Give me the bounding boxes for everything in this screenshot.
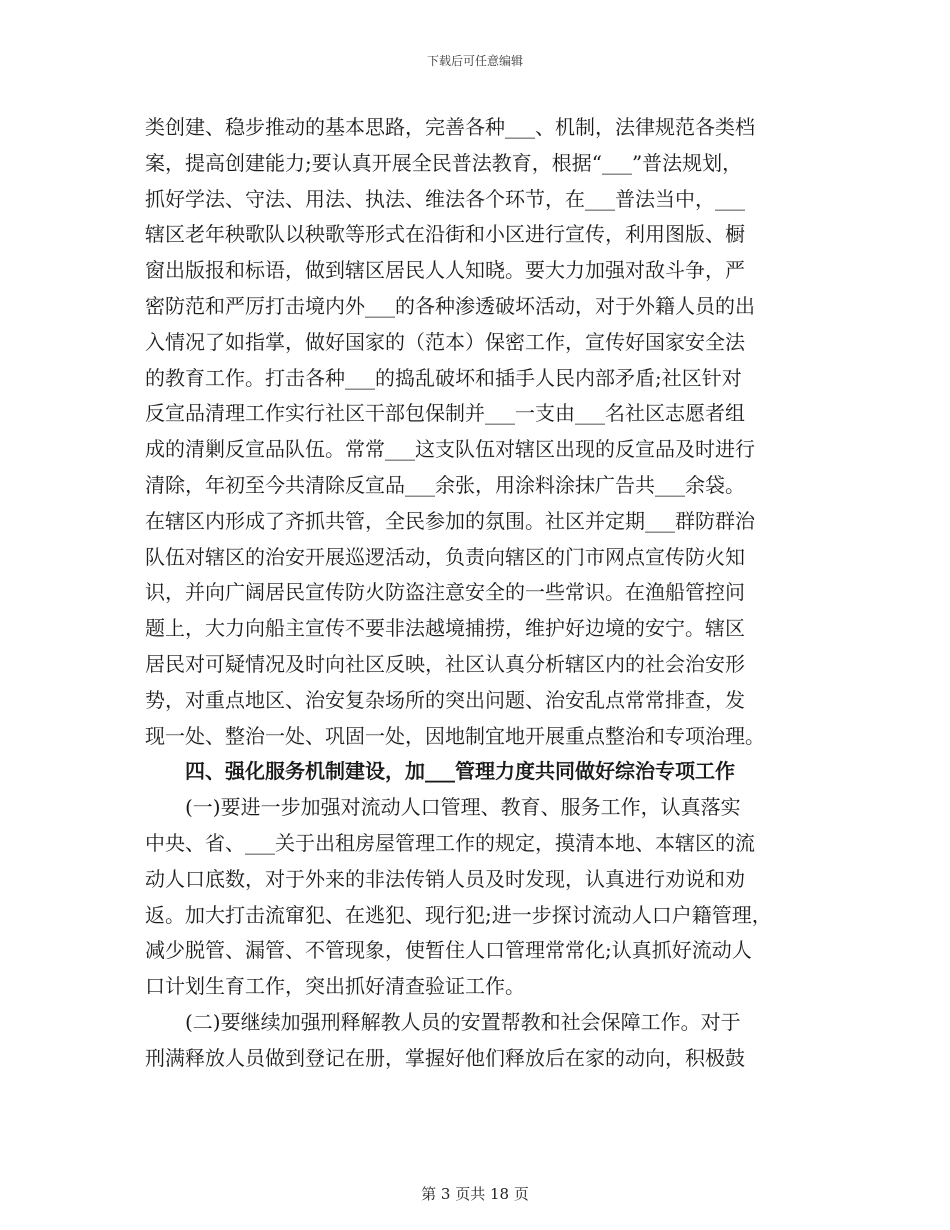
text-line: 案，提高创建能力;要认真开展全民普法教育，根据“___”普法规划， bbox=[145, 150, 743, 175]
section-heading: 四、强化服务机制建设，加___管理力度共同做好综治专项工作 bbox=[145, 759, 735, 784]
text-line: 类创建、稳步推动的基本思路，完善各种___、机制，法律规范各类档 bbox=[145, 115, 755, 139]
text-line: 返。加大打击流窜犯、在逃犯、现行犯;进一步探讨流动人口户籍管理， bbox=[145, 902, 772, 927]
text-line: 动人口底数，对于外来的非法传销人员及时发现，认真进行劝说和劝 bbox=[145, 866, 745, 891]
text-line: 题上，大力向船主宣传不要非法越境捕捞，维护好边境的安宁。辖区 bbox=[145, 616, 745, 641]
text-line: 在辖区内形成了齐抓共管，全民参加的氛围。社区并定期___群防群治 bbox=[145, 508, 755, 533]
text-line: 入情况了如指掌，做好国家的（范本）保密工作，宣传好国家安全法 bbox=[145, 329, 745, 354]
text-line: 队伍对辖区的治安开展巡逻活动，负责向辖区的门市网点宣传防火知 bbox=[145, 544, 745, 569]
text-line: 抓好学法、守法、用法、执法、维法各个环节，在___普法当中，___ bbox=[145, 186, 745, 211]
text-line: 反宣品清理工作实行社区干部包保制并___一支由___名社区志愿者组 bbox=[145, 401, 745, 426]
page-header: 下载后可任意编辑 bbox=[426, 54, 523, 68]
text-line: 窗出版报和标语，做到辖区居民人人知晓。要大力加强对敌斗争，严 bbox=[145, 258, 745, 283]
text-line: 密防范和严厉打击境内外___的各种渗透破坏活动，对于外籍人员的出 bbox=[145, 293, 755, 318]
text-line: (二)要继续加强刑释解教人员的安置帮教和社会保障工作。对于 bbox=[145, 1009, 741, 1034]
text-line: 成的清剿反宣品队伍。常常___这支队伍对辖区出现的反宣品及时进行 bbox=[145, 437, 755, 462]
text-line: 现一处、整治一处、巩固一处，因地制宜地开展重点整治和专项治理。 bbox=[145, 723, 765, 748]
text-line: 刑满释放人员做到登记在册，掌握好他们释放后在家的动向，积极鼓 bbox=[145, 1045, 745, 1070]
text-line: 口计划生育工作，突出抓好清查验证工作。 bbox=[145, 974, 525, 999]
text-line: (一)要进一步加强对流动人口管理、教育、服务工作，认真落实 bbox=[145, 795, 741, 820]
text-line: 的教育工作。打击各种___的捣乱破坏和插手人民内部矛盾;社区针对 bbox=[145, 365, 742, 390]
text-line: 清除，年初至今共清除反宣品___余张，用涂料涂抹广告共___余袋。 bbox=[145, 472, 745, 497]
document-body bbox=[145, 110, 805, 1077]
text-line: 减少脱管、漏管、不管现象，使暂住人口管理常常化;认真抓好流动人 bbox=[145, 938, 752, 963]
text-line: 辖区老年秧歌队以秧歌等形式在沿街和小区进行宣传，利用图版、橱 bbox=[145, 222, 745, 247]
text-line: 势，对重点地区、治安复杂场所的突出问题、治安乱点常常排查，发 bbox=[145, 687, 745, 712]
text-line: 居民对可疑情况及时向社区反映，社区认真分析辖区内的社会治安形 bbox=[145, 651, 745, 676]
text-line: 中央、省、___关于出租房屋管理工作的规定，摸清本地、本辖区的流 bbox=[145, 830, 755, 855]
page-footer: 第 3 页共 18 页 bbox=[421, 1185, 529, 1203]
text-line: 识，并向广阔居民宣传防火防盗注意安全的一些常识。在渔船管控问 bbox=[145, 580, 745, 605]
